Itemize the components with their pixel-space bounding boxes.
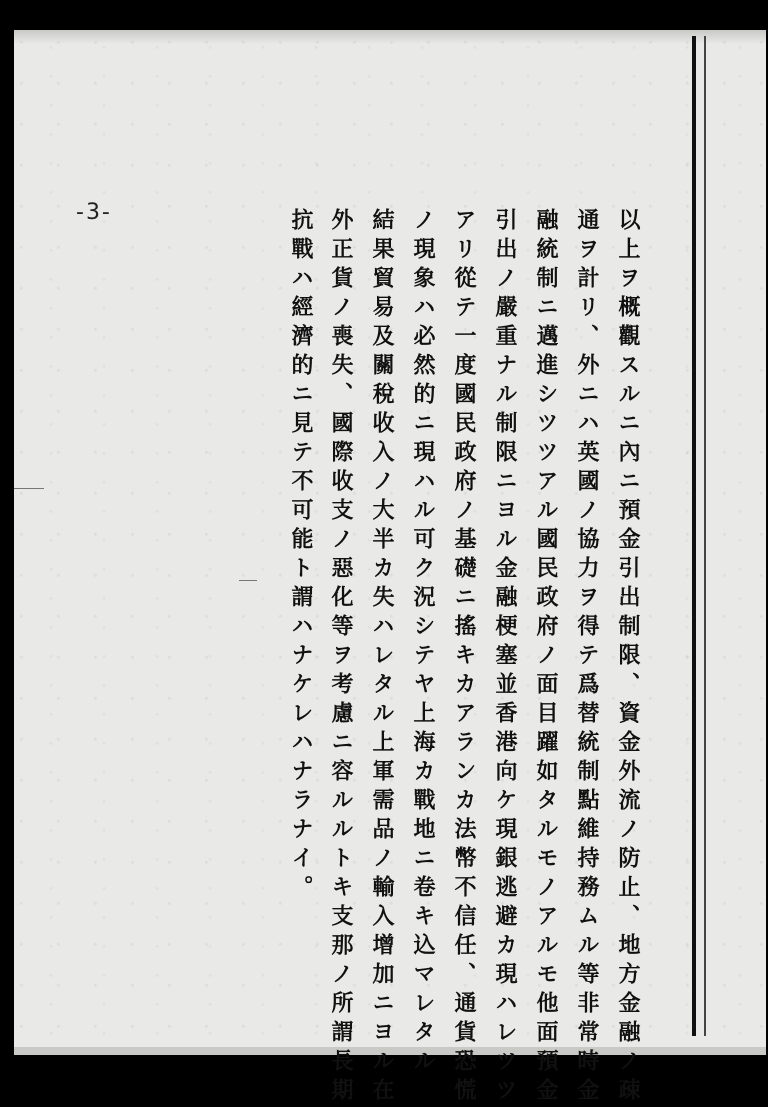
scan-artifact-line [239, 580, 257, 581]
vertical-text-block [288, 208, 652, 1107]
text-line-1: 以上ヲ概觀スルニ內ニ預金引出制限、資金外流ノ防止、地方金融ノ疎 [615, 208, 641, 1107]
text-line-6: ノ現象ハ必然的ニ現ハル可ク況シテヤ上海カ戰地ニ卷キ込マレタル [410, 208, 436, 1078]
page-fold-edge [692, 36, 696, 1036]
text-line-7: 結果貿易及關稅收入ノ大半カ失ハレタル上軍需品ノ輸入增加ニヨル在 [369, 208, 395, 1107]
page-fold-edge-secondary [704, 36, 706, 1036]
page-top-shadow [14, 30, 766, 44]
text-line-4: 引出ノ嚴重ナル制限ニヨル金融梗塞並香港向ケ現銀逃避カ現ハレツツ [492, 208, 518, 1107]
text-line-8: 外正貨ノ喪失、國際收支ノ惡化等ヲ考慮ニ容ルルトキ支那ノ所謂長期 [328, 208, 354, 1107]
document-page [14, 30, 766, 1107]
text-line-3: 融統制ニ邁進シツツアル國民政府ノ面目躍如タルモノアルモ他面預金 [533, 208, 559, 1107]
text-line-5: アリ從テ一度國民政府ノ基礎ニ搖キカアランカ法幣不信任、通貨恐慌 [451, 208, 477, 1107]
text-line-9: 抗戰ハ經濟的ニ見テ不可能ト謂ハナケレハナラナイ。 [288, 208, 314, 904]
page-number: -3- [76, 200, 112, 225]
text-line-2: 通ヲ計リ、外ニハ英國ノ協力ヲ得テ爲替統制點維持務ムル等非常時金 [574, 208, 600, 1107]
scan-artifact-line [14, 488, 44, 489]
